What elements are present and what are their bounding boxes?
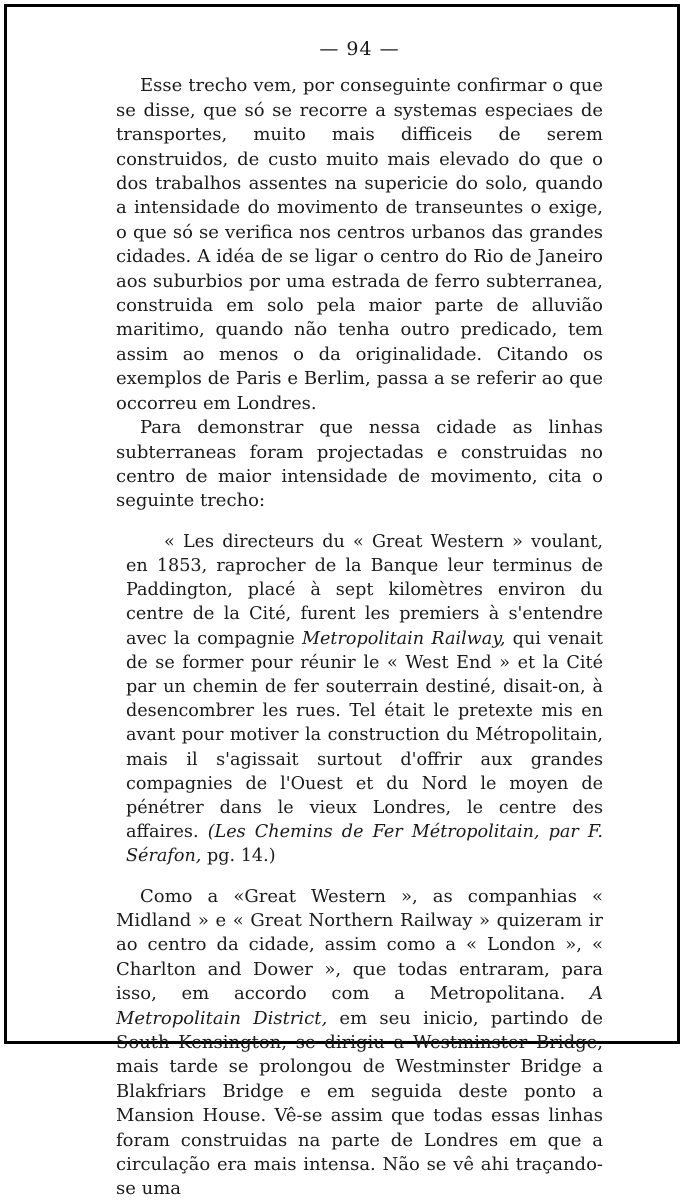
block-quote bbox=[126, 530, 603, 869]
page-frame bbox=[4, 4, 680, 1200]
paragraph-3-part-1: Como a «Great Western », as companhias « Midland » e « Great Northern Railway » quizeram ir ao centro da cidade, assim como a « London », « Charlton and Dower », que todas entraram, para isso, em accordo com a Metropolitana. bbox=[116, 885, 603, 1005]
paragraph-2: Para demonstrar que nessa cidade as linhas subterraneas foram projectadas e construidas no centro de maior intensidade de movimento, cita o seguinte trecho: bbox=[116, 417, 603, 512]
quote-company-name: Metropolitain Railway, bbox=[301, 628, 506, 649]
quote-text-part-2: qui venait de se former pour réunir le « West End » et la Cité par un chemin de fer souterrain destiné, disait-on, à desencombrer les rues. Tel était le pretexte mis en avant pour motiver la construction du Métropolitain, mais il s'agissait surtout d'offrir aux grandes compagnies de l'Ouest et du Nord le moyen de pénétrer dans le vieux Londres, le centre des affaires. bbox=[126, 628, 603, 843]
paragraph-3-wrapper bbox=[116, 885, 603, 1202]
page-content bbox=[116, 37, 603, 1202]
page-number: — 94 — bbox=[319, 38, 400, 60]
quote-text-part-1: « Les directeurs du « Great Western » voulant, en 1853, raprocher de la Banque leur terminus de Paddington, placé à sept kilomètres environ du centre de la Cité, furent les premiers à s'entendre avec la compagnie bbox=[126, 531, 603, 649]
quote-source: (Les Chemins de Fer Métropolitain, par F. Sérafon, bbox=[126, 822, 603, 867]
paragraph-3-part-2: em seu inicio, partindo de South Kensington, se dirigiu a Westminster Bridge, mais tarde se prolongou de Westminster Bridge a Blakfriars Bridge e em seguida deste ponto a Mansion House. Vê-se assim que todas essas linhas foram construidas na parte de Londres em que a circulação era mais intensa. Não se vê ahi traçando-se uma bbox=[116, 1007, 603, 1200]
paragraph-3-district: A Metropolitain District, bbox=[116, 983, 603, 1029]
quote-paragraph bbox=[126, 530, 603, 869]
quote-pages: pg. 14.) bbox=[201, 846, 276, 867]
paragraph-1: Esse trecho vem, por conseguinte confirmar o que se disse, que só se recorre a systemas especiaes de transportes, muito mais difficeis de serem construidos, de custo muito mais elevado do que o dos trabalhos assentes na supericie do solo, quando a intensidade do movimento de transeuntes o exige, o que só se verifica nos centros urbanos das grandes cidades. A idéa de se ligar o centro do Rio de Janeiro aos suburbios por uma estrada de ferro subterranea, construida em solo pela maior parte de alluvião maritimo, quando não tenha outro predicado, tem assim ao menos o da originalidade. Citando os exemplos de Paris e Berlim, passa a se referir ao que occorreu em Londres. bbox=[116, 75, 603, 414]
paragraph-3 bbox=[116, 885, 603, 1202]
